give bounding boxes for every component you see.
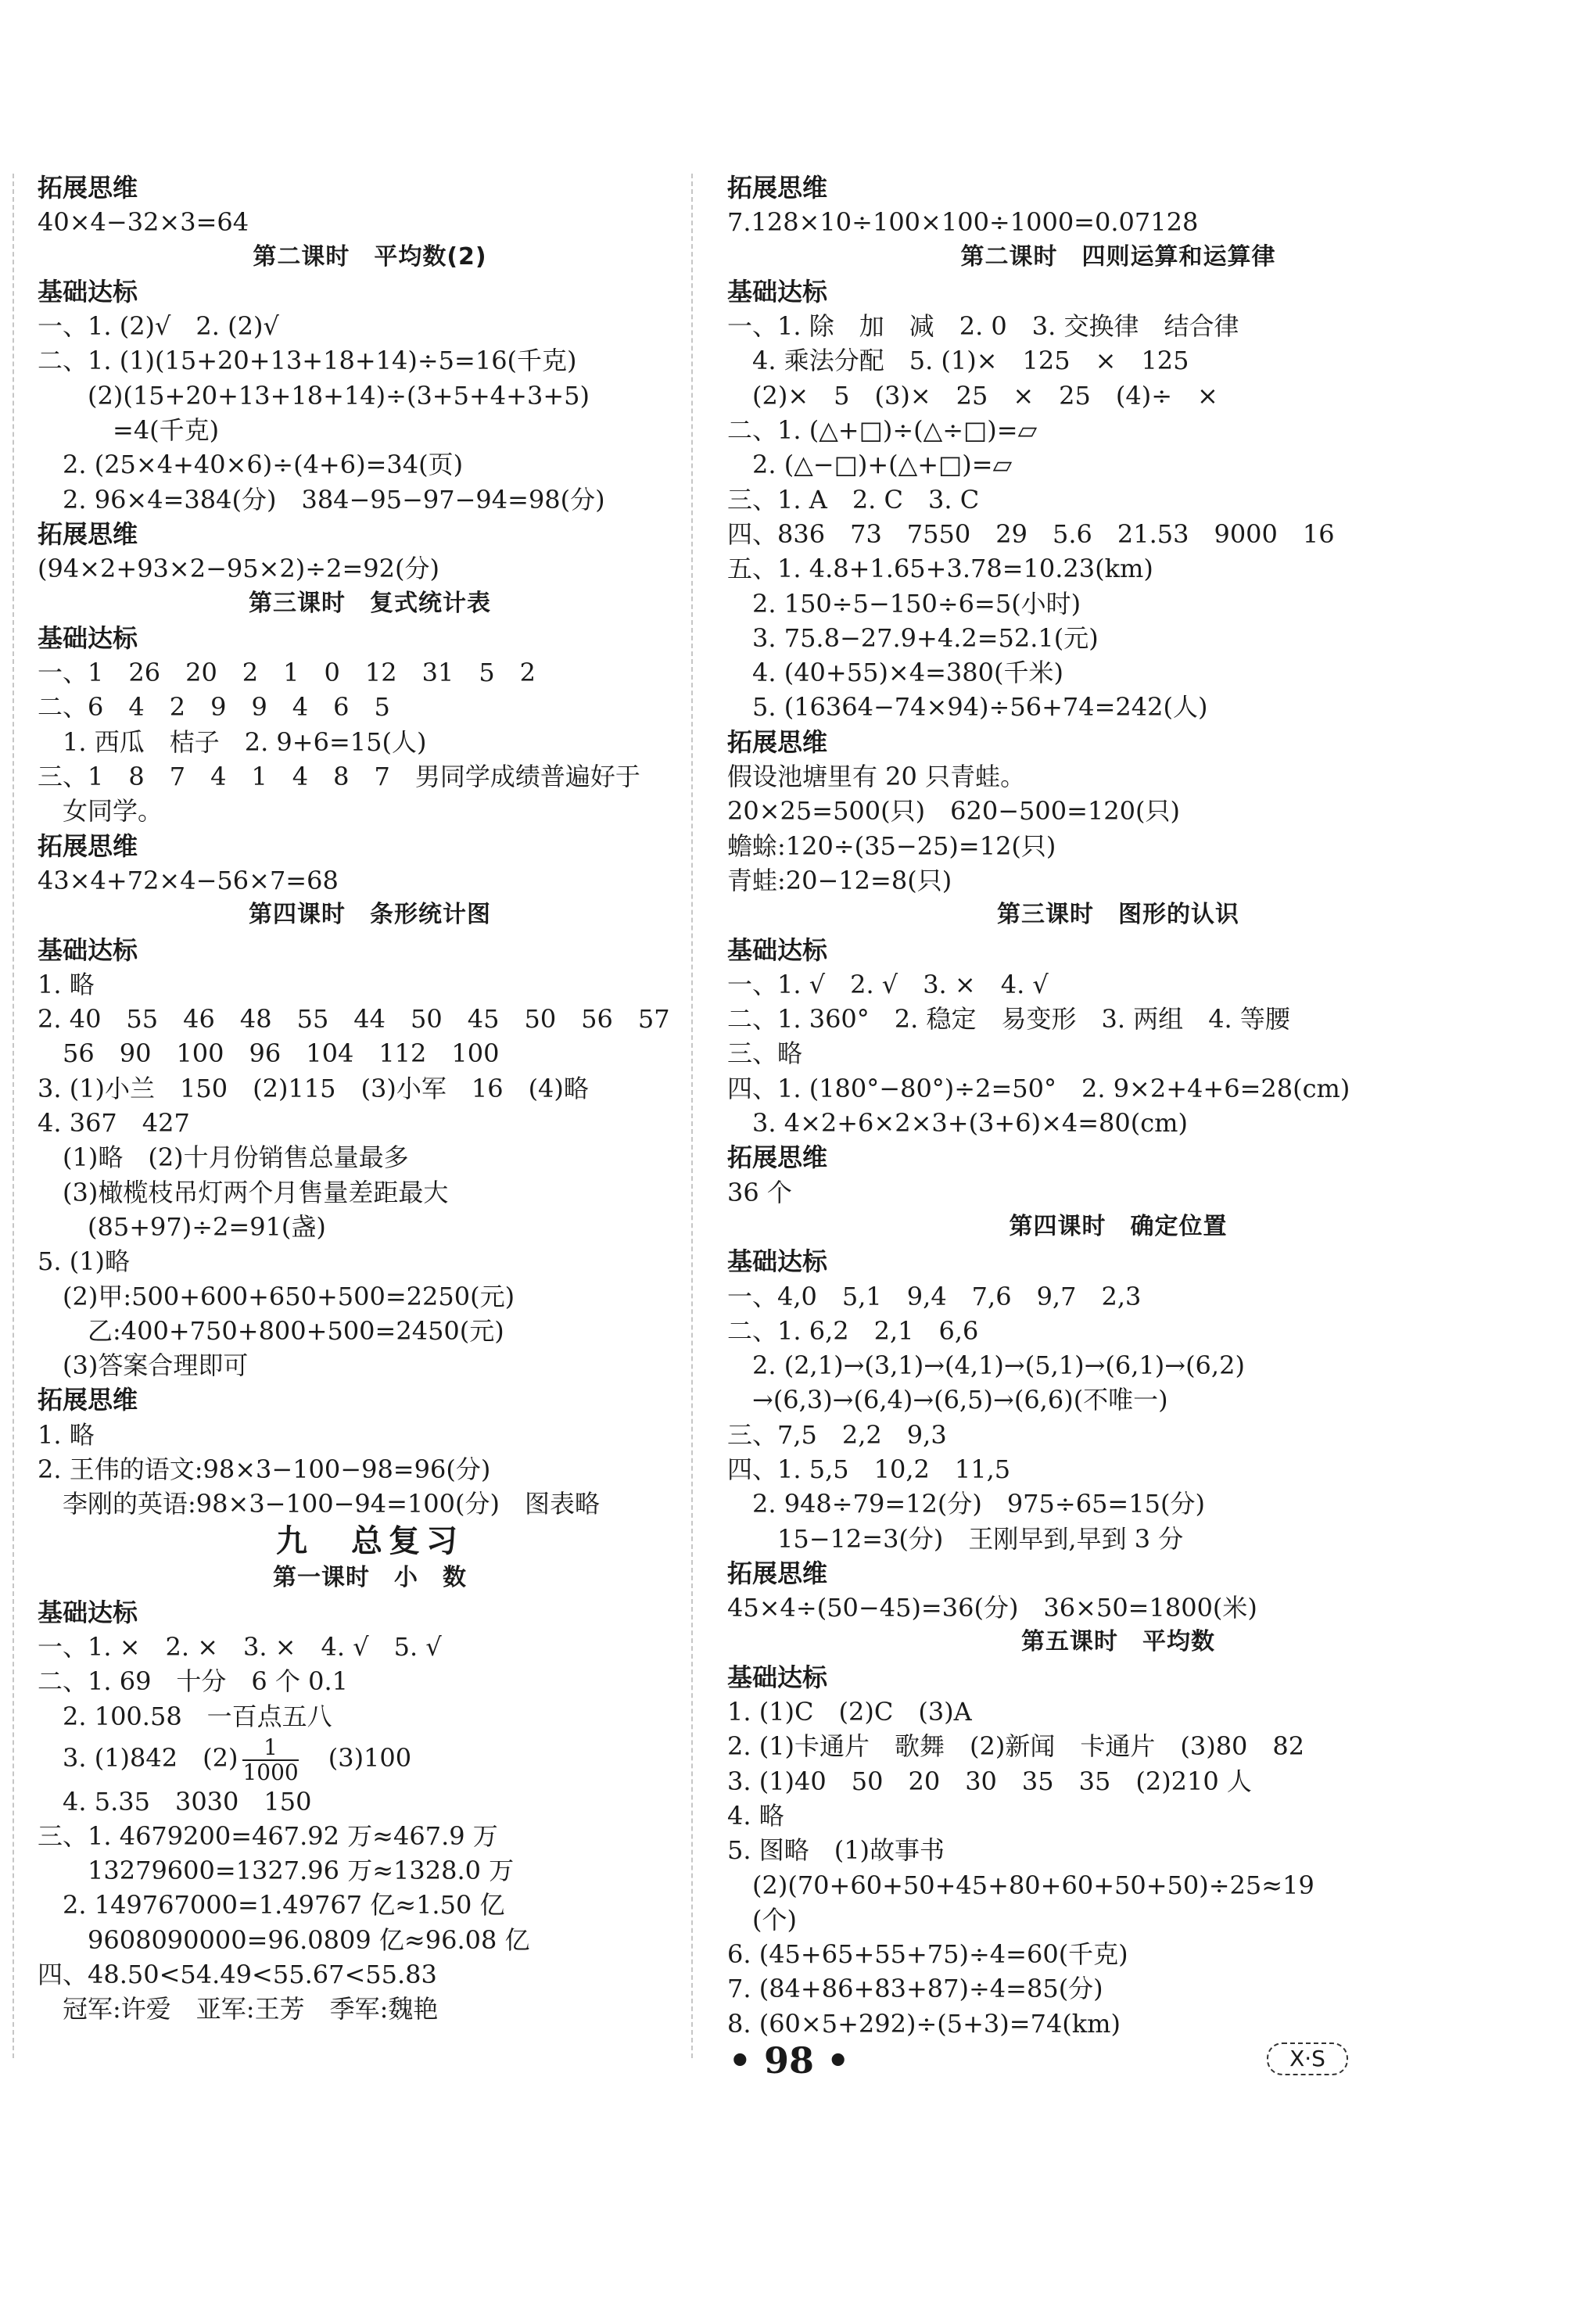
answer-line: 36 个: [727, 1177, 792, 1207]
answer-line: 3. (1)40 50 20 30 35 35 (2)210 人: [727, 1766, 1252, 1796]
section-heading: 基础达标: [727, 1246, 828, 1277]
answer-line: 二、1. 69 十分 6 个 0.1: [38, 1666, 349, 1697]
section-heading: 拓展思维: [38, 518, 138, 549]
answer-line: 3. 75.8−27.9+4.2=52.1(元): [727, 622, 1099, 653]
answer-line: 2. (2,1)→(3,1)→(4,1)→(5,1)→(6,1)→(6,2): [727, 1350, 1245, 1381]
section-heading: 拓展思维: [38, 173, 138, 203]
answer-line: 2. 150÷5−150÷6=5(小时): [727, 588, 1081, 619]
section-heading: 拓展思维: [727, 1142, 828, 1173]
answer-line: 2. (△−□)+(△+□)=▱: [727, 450, 1013, 480]
answer-line: 一、1. (2)√ 2. (2)√: [38, 311, 279, 342]
answer-line: 假设池塘里有 20 只青蛙。: [727, 762, 1026, 792]
lesson-title: 第五课时 平均数: [1021, 1628, 1215, 1656]
answer-line: 1. (1)C (2)C (3)A: [727, 1697, 972, 1727]
left-column: [38, 170, 702, 2027]
answer-line: 三、1 8 7 4 1 4 8 7 男同学成绩普遍好于: [38, 762, 640, 792]
section-heading: 基础达标: [38, 1597, 138, 1627]
answer-line: 三、1. 4679200=467.92 万≈467.9 万: [38, 1820, 498, 1851]
answer-line: 7.128×10÷100×100÷1000=0.07128: [727, 207, 1199, 238]
answer-line: 2. 100.58 一百点五八: [38, 1701, 332, 1731]
lesson-title: 第三课时 复式统计表: [249, 589, 491, 617]
answer-line: 二、1. (△+□)÷(△÷□)=▱: [727, 415, 1038, 446]
answer-line: 二、6 4 2 9 9 4 6 5: [38, 692, 390, 723]
answer-line: 蟾蜍:120÷(35−25)=12(只): [727, 830, 1056, 861]
answer-line: 一、1. √ 2. √ 3. × 4. √: [727, 969, 1049, 999]
answer-line: 乙:400+750+800+500=2450(元): [38, 1315, 504, 1346]
section-heading: 基础达标: [727, 276, 828, 307]
answer-line: (个): [727, 1904, 797, 1935]
answer-line: 2. (25×4+40×6)÷(4+6)=34(页): [38, 450, 464, 480]
answer-line: (1)略 (2)十月份销售总量最多: [38, 1142, 409, 1173]
answer-line: 2. 96×4=384(分) 384−95−97−94=98(分): [38, 484, 605, 515]
answer-line: (94×2+93×2−95×2)÷2=92(分): [38, 554, 439, 584]
answer-line: 5. (16364−74×94)÷56+74=242(人): [727, 692, 1208, 723]
answer-line: 15−12=3(分) 王刚早到,早到 3 分: [727, 1523, 1184, 1554]
answer-line: 2. 王伟的语文:98×3−100−98=96(分): [38, 1454, 491, 1484]
answer-line: 三、1. A 2. C 3. C: [727, 484, 980, 515]
answer-line: 9608090000=96.0809 亿≈96.08 亿: [38, 1924, 530, 1955]
section-heading: 拓展思维: [38, 1385, 138, 1415]
section-heading: 拓展思维: [727, 1558, 828, 1588]
answer-line: 一、1. × 2. × 3. × 4. √ 5. √: [38, 1632, 442, 1662]
fraction: [242, 1736, 298, 1784]
answer-line: 二、1. 6,2 2,1 6,6: [727, 1315, 979, 1346]
answer-line: (2)(70+60+50+45+80+60+50+50)÷25≈19: [727, 1870, 1314, 1900]
answer-line: 四、1. (180°−80°)÷2=50° 2. 9×2+4+6=28(cm): [727, 1073, 1350, 1103]
answer-line: 三、7,5 2,2 9,3: [727, 1419, 947, 1450]
section-heading: 拓展思维: [727, 173, 828, 203]
answer-line: 5. (1)略: [38, 1246, 131, 1277]
left-margin-rule: [13, 174, 14, 2058]
answer-line: 一、1. 除 加 减 2. 0 3. 交换律 结合律: [727, 311, 1239, 342]
fraction-numerator: 1: [264, 1734, 278, 1760]
answer-line: 青蛙:20−12=8(只): [727, 865, 952, 895]
series-badge: X·S: [1267, 2042, 1348, 2075]
answer-line: 40×4−32×3=64: [38, 207, 249, 238]
answer-line: 45×4÷(50−45)=36(分) 36×50=1800(米): [727, 1593, 1257, 1623]
chapter-title: 九 总复习: [276, 1522, 464, 1559]
lesson-title: 第二课时 四则运算和运算律: [960, 242, 1276, 271]
answer-line: (2)(15+20+13+18+14)÷(3+5+4+3+5): [38, 380, 590, 411]
lesson-title: 第三课时 图形的认识: [997, 901, 1239, 929]
answer-line: 13279600=1327.96 万≈1328.0 万: [38, 1856, 515, 1886]
lesson-title: 第四课时 确定位置: [1009, 1212, 1228, 1240]
section-heading: 基础达标: [38, 276, 138, 307]
answer-line: →(6,3)→(6,4)→(6,5)→(6,6)(不唯一): [727, 1385, 1168, 1415]
answer-line: 8. (60×5+292)÷(5+3)=74(km): [727, 2008, 1121, 2039]
answer-line: 2. 948÷79=12(分) 975÷65=15(分): [727, 1489, 1205, 1519]
answer-line: 5. 图略 (1)故事书: [727, 1835, 945, 1866]
section-heading: 基础达标: [727, 1662, 828, 1692]
answer-line: 一、4,0 5,1 9,4 7,6 9,7 2,3: [727, 1281, 1142, 1311]
answer-line: 三、略: [727, 1038, 803, 1069]
page-number: • 98 •: [728, 2039, 850, 2082]
answer-line: 2. (1)卡通片 歌舞 (2)新闻 卡通片 (3)80 82: [727, 1731, 1305, 1762]
answer-line: 6. (45+65+55+75)÷4=60(千克): [727, 1939, 1128, 1970]
answer-line: 4. 略: [727, 1800, 784, 1831]
fraction-denominator: 1000: [242, 1759, 299, 1785]
lesson-title: 第一课时 小 数: [273, 1563, 467, 1591]
answer-line: 3. (1)小兰 150 (2)115 (3)小军 16 (4)略: [38, 1073, 589, 1103]
answer-line: 五、1. 4.8+1.65+3.78=10.23(km): [727, 554, 1153, 584]
answer-line: 二、1. (1)(15+20+13+18+14)÷5=16(千克): [38, 346, 577, 376]
answer-line: (3)橄榄枝吊灯两个月售量差距最大: [38, 1177, 449, 1207]
answer-line: 一、1 26 20 2 1 0 12 31 5 2: [38, 658, 536, 688]
answer-line: 4. 367 427: [38, 1108, 190, 1139]
answer-line: 43×4+72×4−56×7=68: [38, 865, 339, 895]
right-column: [727, 170, 1509, 2041]
section-heading: 拓展思维: [727, 726, 828, 757]
answer-line: 3. 4×2+6×2×3+(3+6)×4=80(cm): [727, 1108, 1189, 1139]
answer-line: 四、836 73 7550 29 5.6 21.53 9000 16: [727, 518, 1335, 549]
answer-line: 20×25=500(只) 620−500=120(只): [727, 796, 1180, 827]
answer-line: (2)× 5 (3)× 25 × 25 (4)÷ ×: [727, 380, 1218, 411]
answer-line: 4. (40+55)×4=380(千米): [727, 658, 1063, 688]
answer-line: 4. 5.35 3030 150: [38, 1786, 312, 1817]
answer-line: (2)甲:500+600+650+500=2250(元): [38, 1281, 515, 1311]
lesson-title: 第四课时 条形统计图: [249, 901, 491, 929]
section-heading: 基础达标: [38, 622, 138, 653]
section-heading: 基础达标: [727, 934, 828, 965]
answer-line: 2. 149767000=1.49767 亿≈1.50 亿: [38, 1890, 505, 1921]
answer-line: 1. 略: [38, 969, 95, 999]
answer-line: 二、1. 360° 2. 稳定 易变形 3. 两组 4. 等腰: [727, 1004, 1290, 1035]
answer-line: 4. 乘法分配 5. (1)× 125 × 125: [727, 346, 1189, 376]
answer-line: 李刚的英语:98×3−100−94=100(分) 图表略: [38, 1489, 600, 1519]
answer-line: 56 90 100 96 104 112 100: [38, 1038, 500, 1069]
section-heading: 拓展思维: [38, 830, 138, 861]
answer-line: 1. 西瓜 桔子 2. 9+6=15(人): [38, 726, 427, 757]
answer-line: 2. 40 55 46 48 55 44 50 45 50 56 57: [38, 1004, 670, 1035]
answer-line: =4(千克): [38, 415, 220, 446]
answer-line: 1. 略: [38, 1419, 95, 1450]
section-heading: 基础达标: [38, 934, 138, 965]
answer-line: (85+97)÷2=91(盏): [38, 1211, 326, 1242]
answer-line: 冠军:许爱 亚军:王芳 季军:魏艳: [38, 1994, 439, 2025]
lesson-title: 第二课时 平均数(2): [253, 242, 487, 271]
answer-line: 四、48.50<54.49<55.67<55.83: [38, 1960, 437, 1990]
answer-line: 女同学。: [38, 796, 163, 827]
answer-line: [38, 1734, 702, 1784]
answer-line: (3)答案合理即可: [38, 1350, 249, 1381]
answer-line: 7. (84+86+83+87)÷4=85(分): [727, 1974, 1103, 2004]
answer-line: 四、1. 5,5 10,2 11,5: [727, 1454, 1011, 1484]
answer-text: (3)100: [303, 1743, 412, 1773]
answer-text: 3. (1)842 (2): [38, 1743, 238, 1773]
